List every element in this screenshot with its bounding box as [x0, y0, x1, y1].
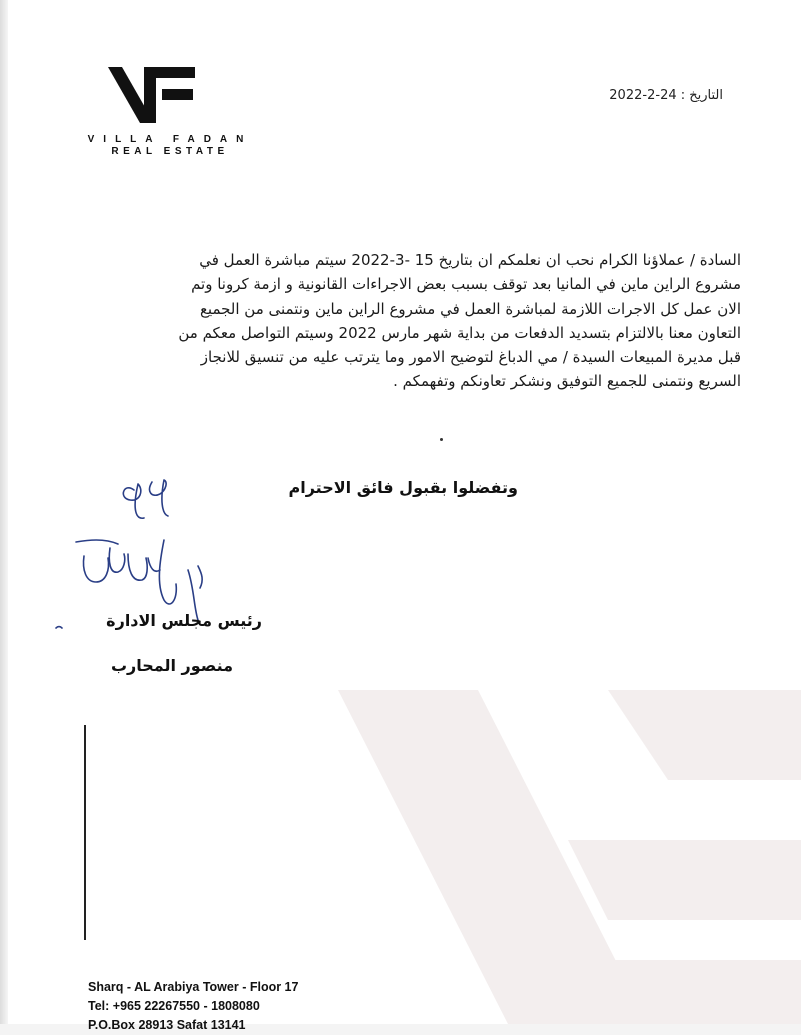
company-logo: [87, 62, 253, 162]
logo-text-villa-fadan: VILLA FADAN: [87, 134, 253, 145]
page-shadow-edge: [0, 0, 8, 1024]
body-line-3: الان عمل كل الاجرات اللازمة لمباشرة العمل في مشروع الراين ماين ونتمنى من الجميع: [199, 299, 741, 318]
footer-phone: Tel: +965 22267550 - 1808080: [88, 999, 260, 1013]
vf-monogram-icon: [108, 62, 202, 128]
signer-name: منصور المحارب: [110, 656, 233, 675]
signer-title: رئيس مجلس الادارة: [106, 611, 262, 630]
closing-phrase: وتفضلوا بقبول فائق الاحترام: [288, 478, 518, 497]
body-line-1: السادة / عملاؤنا الكرام نحب ان نعلمكم ان بتاريخ 15 -3-2022 سيتم مباشرة العمل في: [199, 251, 741, 269]
letter-page: [8, 0, 801, 1032]
body-line-5: قبل مديرة المبيعات السيدة / مي الدباغ لتوضيح الامور وما يترتب عليه من تنسيق للانجاز: [200, 348, 741, 367]
letter-body: [88, 248, 741, 394]
body-line-2: مشروع الراين ماين في المانيا بعد توقف بسبب بعض الاجراءات القانونية و ازمة كرونا وتم: [191, 275, 741, 294]
vertical-divider: [84, 725, 86, 940]
footer-contact: [88, 978, 298, 1035]
logo-text-real-estate: REAL ESTATE: [111, 146, 229, 157]
letter-date: التاريخ : 24-2-2022: [609, 88, 723, 103]
footer-address: Sharq - AL Arabiya Tower - Floor 17: [88, 980, 299, 994]
body-line-6: السريع ونتمنى للجميع التوفيق ونشكر تعاونكم وتفهمكم .: [393, 372, 741, 391]
footer-pobox: P.O.Box 28913 Safat 13141: [88, 1018, 246, 1032]
body-line-4: التعاون معنا بالالتزام بتسديد الدفعات من بداية شهر مارس 2022 وسيتم التواصل معكم من: [178, 323, 741, 342]
stray-dot: [440, 438, 443, 441]
